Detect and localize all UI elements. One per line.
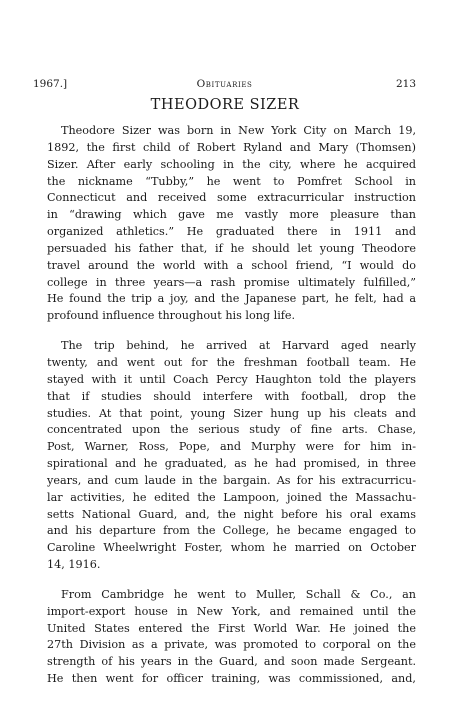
- paragraph-3: [33, 587, 416, 688]
- text-line: He found the trip a joy, and the Japanese part, he felt, had a: [47, 292, 416, 306]
- text-line: the nickname “Tubby,” he went to Pomfret School in: [47, 174, 416, 188]
- text-line: The trip behind, he arrived at Harvard aged nearly: [61, 339, 416, 353]
- text-line: From Cambridge he went to Muller, Schall & Co., an: [61, 587, 416, 601]
- text-line: Theodore Sizer was born in New York City on March 19,: [61, 124, 416, 137]
- text-line: studies. At that point, young Sizer hung up his cleats and: [47, 406, 416, 420]
- obituary-title: THEODORE SIZER: [150, 97, 300, 113]
- text-line: that if studies should interfere with football, drop the: [47, 389, 416, 403]
- text-line: concentrated upon the serious study of fine arts. Chase,: [47, 423, 416, 437]
- text-line: import-export house in New York, and remained until the: [47, 604, 416, 618]
- text-line: in “drawing which gave me vastly more pleasure than: [47, 208, 416, 222]
- text-line: lar activities, he edited the Lampoon, joined the Massachu-: [47, 490, 416, 504]
- text-line: Caroline Wheelwright Foster, whom he married on October: [47, 541, 416, 555]
- text-line: years, and cum laude in the bargain. As for his extracurricu-: [47, 473, 416, 487]
- text-line: profound influence throughout his long life.: [47, 309, 296, 323]
- text-line: college in three years—a rash promise ultimately fulfilled,”: [47, 275, 416, 289]
- text-line: Post, Warner, Ross, Pope, and Murphy were for him in-: [47, 440, 416, 454]
- paragraph-2: [33, 338, 416, 574]
- obituary-body: [33, 123, 416, 701]
- text-line: stayed with it until Coach Percy Haughton told the players: [47, 372, 416, 386]
- header-section-title: Obituaries: [196, 78, 253, 90]
- text-line: 14, 1916.: [47, 558, 101, 572]
- text-line: Connecticut and received some extracurricular instruction: [47, 191, 416, 205]
- paragraph-1: [33, 123, 416, 325]
- text-line: and his departure from the College, he became engaged to: [47, 524, 416, 538]
- text-line: 27th Division as a private, was promoted to corporal on the: [47, 638, 416, 652]
- text-line: twenty, and went out for the freshman football team. He: [47, 355, 416, 369]
- text-line: setts National Guard, and, the night before his oral exams: [47, 507, 416, 521]
- header-year: 1967.]: [33, 78, 68, 90]
- page-number: 213: [395, 78, 416, 90]
- text-line: Sizer. After early schooling in the city, where he acquired: [47, 157, 416, 171]
- running-head: [33, 76, 416, 92]
- text-line: spirational and he graduated, as he had promised, in three: [47, 457, 416, 471]
- text-line: persuaded his father that, if he should let young Theodore: [47, 241, 416, 255]
- text-line: strength of his years in the Guard, and soon made Sergeant.: [47, 655, 416, 669]
- text-line: travel around the world with a school friend, “I would do: [47, 258, 416, 272]
- text-line: 1892, the first child of Robert Ryland and Mary (Thomsen): [47, 140, 416, 154]
- text-line: He then went for officer training, was commissioned, and,: [47, 672, 416, 686]
- text-line: organized athletics.” He graduated there in 1911 and: [47, 225, 416, 239]
- text-line: United States entered the First World War. He joined the: [47, 621, 416, 635]
